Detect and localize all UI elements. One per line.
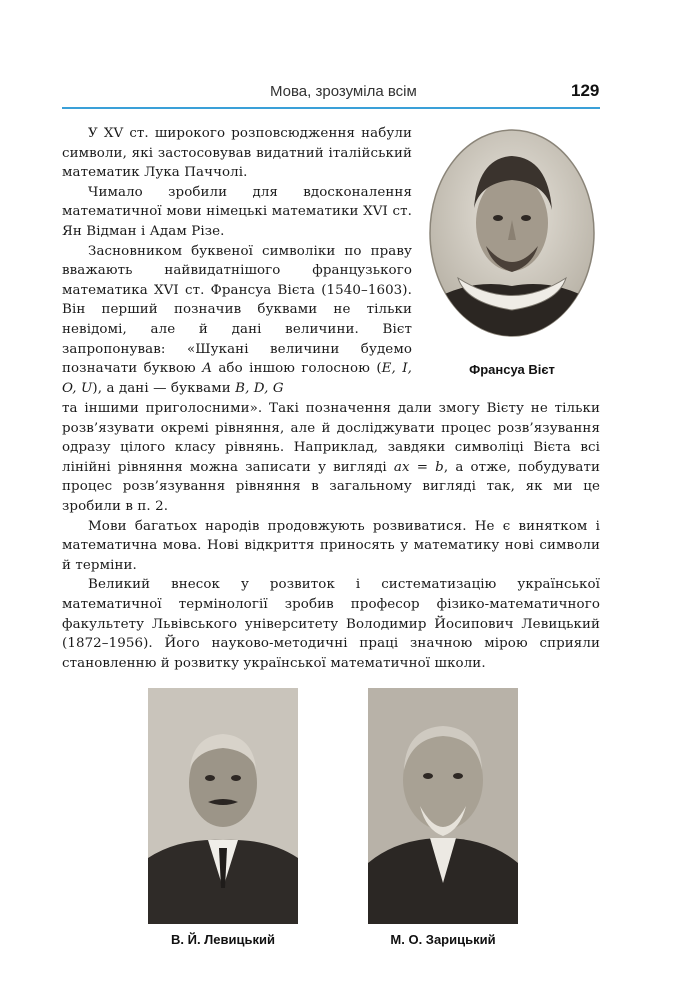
paragraph-viete [62,242,412,399]
portrait-viete [428,128,596,338]
paragraph-languages: Мови багатьох народів продовжують розвиватися. Не є винятком і математична мова. Нові відкриття приносять у математику нові символи й терміни. [62,518,600,573]
photo-levytskyi [148,688,298,924]
quote-text-2: або іншою голосною ( [218,361,382,377]
equation: ax = b [393,459,444,475]
paragraph-viete-text: Засновником буквеної символіки по праву вважають найвидатнішого французького математика XVI ст. Франсуа Вієта (1540–1603). Він перший позначив буквами не тільки невідомі, але й дані величини. Вієт запропонував: «Шукані величини будемо позначати буквою [62,243,412,377]
paragraph-widmann-riese: Чимало зробили для вдосконалення математичної мови німецькі математики XVI ст. Ян Відман і Адам Різе. [62,184,412,239]
quote-text-3: ), а дані — буквами [92,380,231,396]
paragraph-cont-text: та іншими приголосними». Такі позначення дали змогу Вієту не тільки розв’язувати окремі рівняння, але й досліджувати процес розв’язування одразу цілого класу рівнянь. Наприклад, завдяки символіці Вієта всі лінійні рівняння можна записати у вигляді [62,401,600,475]
letter-a: A [202,361,212,377]
caption-zarytskyi: М. О. Зарицький [390,932,496,947]
text-column-top [62,124,412,398]
paragraph-paccioli: У XV ст. широкого розповсюдження набули символи, які застосовував видатний італійський математик Лука Паччолі. [62,126,412,181]
vowel-letters: E, I, O, U [62,361,413,396]
header-title: Мова, зрозуміла всім [270,83,417,100]
paragraph-cont-end: , а отже, побудувати процес розв’язування рівняння в загальному вигляді так, як ми це зробили в п. 2. [62,459,600,514]
paragraph-viete-continued [62,399,600,517]
text-column-full [62,399,600,673]
caption-levytskyi: В. Й. Левицький [171,932,275,947]
consonant-letters: B, D, G [235,380,284,396]
caption-viete: Франсуа Вієт [469,362,555,377]
header-divider [62,107,600,109]
paragraph-levytskyi: Великий внесок у розвиток і систематизацію української математичної термінології зробив професор фізико-математичного факультету Львівського університету Володимир Йосипович Левицький (1872–1956). Його науково-методичні праці значною мірою сприяли становленню й розвитку української математичної школи. [62,577,600,671]
photo-zarytskyi [368,688,518,924]
page-number: 129 [571,81,600,100]
